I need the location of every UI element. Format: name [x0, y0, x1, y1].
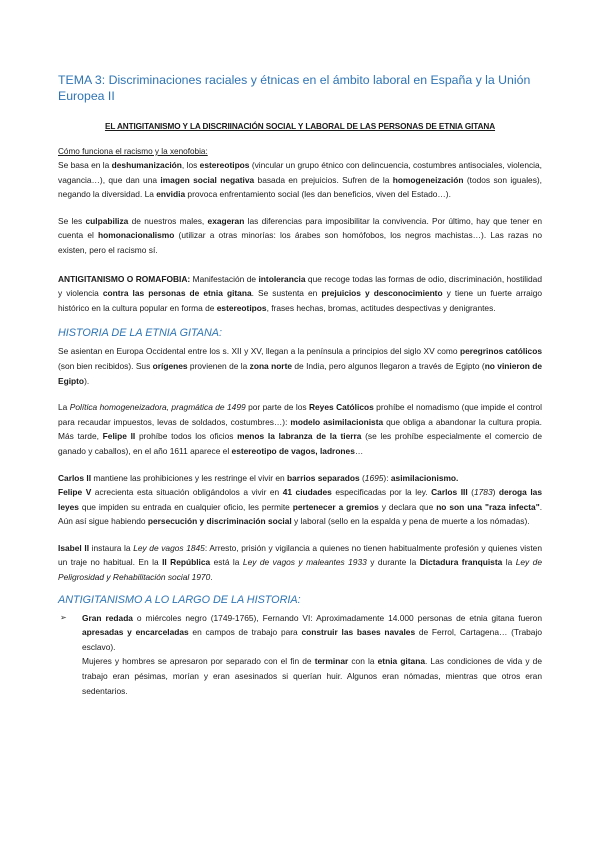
- section-subtitle: EL ANTIGITANISMO Y LA DISCRIINACIÓN SOCIAL Y LABORAL DE LAS PERSONAS DE ETNIA GITANA: [104, 122, 496, 131]
- historia-paragraph-4: Isabel II instaura la Ley de vagos 1845: Arresto, prisión y vigilancia a quienes no tienen habitualmente profesión y quienes visten un traje no habitual. En la II República está la Ley de vagos y maleantes 1933 y durante la Dictadura franquista la Ley de Peligrosidad y Rehabilitación social 1970.: [58, 542, 542, 583]
- historia-paragraph-3b: Felipe V acrecienta esta situación obligándolos a vivir en 41 ciudades especificadas por la ley. Carlos III (1783) deroga las leyes que impiden su entrada en cualquier oficio, les permite pertenecer a gremios y declara que no son una "raza infecta". Aún así sigue habiendo persecución y discriminación social y laboral (sello en la espalda y pena de muerte a los nómadas).: [58, 487, 543, 527]
- historia-paragraph-1: Se asientan en Europa Occidental entre los s. XII y XV, llegan a la península a principios del siglo XV como peregrinos católicos (son bien recibidos). Sus orígenes provienen de la zona norte de India, pero algunos llegaron a través de Egipto (no vinieron de Egipto).: [58, 346, 542, 386]
- antigitanismo-definition: ANTIGITANISMO O ROMAFOBIA: Manifestación de intolerancia que recoge todas las formas de odio, discriminación, hostilidad y violencia contra las personas de etnia gitana. Se sustenta en prejuicios y desconocimiento y tiene un fuerte arraigo histórico en la cultura popular en forma de estereotipos, frases hechas, bromas, actitudes despectivas y denigrantes.: [58, 273, 543, 313]
- historia-paragraph-2: La Política homogeneizadora, pragmática de 1499 por parte de los Reyes Católicos prohíbe el nomadismo (que impide el control para recaudar impuestos, levas de soldados, costumbres…): modelo asimilacionista que obliga a abandonar la cultura propia. Más tarde, Felipe II prohíbe todos los oficios menos la labranza de la tierra (se les prohíbe especialmente el comercio de ganado y caballos), en el año 1611 aparece el estereotipo de vagos, ladrones…: [58, 402, 542, 456]
- bullet-body: [82, 611, 542, 699]
- list-item: [58, 611, 542, 699]
- bullet-paragraph-1-cont: Mujeres y hombres se apresaron por separado con el fin de terminar con la etnia gitana. Las condiciones de vida y de trabajo eran pésimas, morían y eran asesinados si querían huir. Algunos eran nómadas, mientras que otros eran sedentarios.: [82, 656, 542, 696]
- historia-paragraph-3a: Carlos II mantiene las prohibiciones y les restringe el vivir en barrios separados (1695): asimilacionismo.: [58, 472, 459, 483]
- arrow-bullet-icon: ➢: [60, 612, 67, 622]
- racismo-paragraph-1: Se basa en la deshumanización, los estereotipos (vincular un grupo étnico con delincuencia, costumbres antisociales, violencia, vagancia…), que dan una imagen social negativa basada en prejuicios. Sufren de la homogeneización (todos son iguales), negando la diversidad. La envidia provoca enfrentamiento social (les dan beneficios, viven del Estado…).: [58, 160, 543, 200]
- bullet-paragraph-1: Gran redada o miércoles negro (1749-1765), Fernando VI: Aproximadamente 14.000 personas de etnia gitana fueron apresadas y encarceladas en campos de trabajo para construir las bases navales de Ferrol, Cartagena… (Trabajo esclavo).: [82, 612, 542, 652]
- document-title: TEMA 3: Discriminaciones raciales y étnicas en el ámbito laboral en España y la Unión Europea II: [58, 73, 531, 103]
- a-lo-largo-heading: ANTIGITANISMO A LO LARGO DE LA HISTORIA:: [58, 593, 301, 606]
- racismo-paragraph-2: Se les culpabiliza de nuestros males, exageran las diferencias para imposibilitar la convivencia. Por último, hay que tener en cuenta el homonacionalismo (utilizar a otras minorías: los árabes son homófobos, los negros machistas…). Las razas no existen, pero el racismo sí.: [58, 215, 542, 255]
- historia-heading: HISTORIA DE LA ETNIA GITANA:: [58, 327, 222, 340]
- racismo-heading: Cómo funciona el racismo y la xenofobia:: [58, 147, 208, 156]
